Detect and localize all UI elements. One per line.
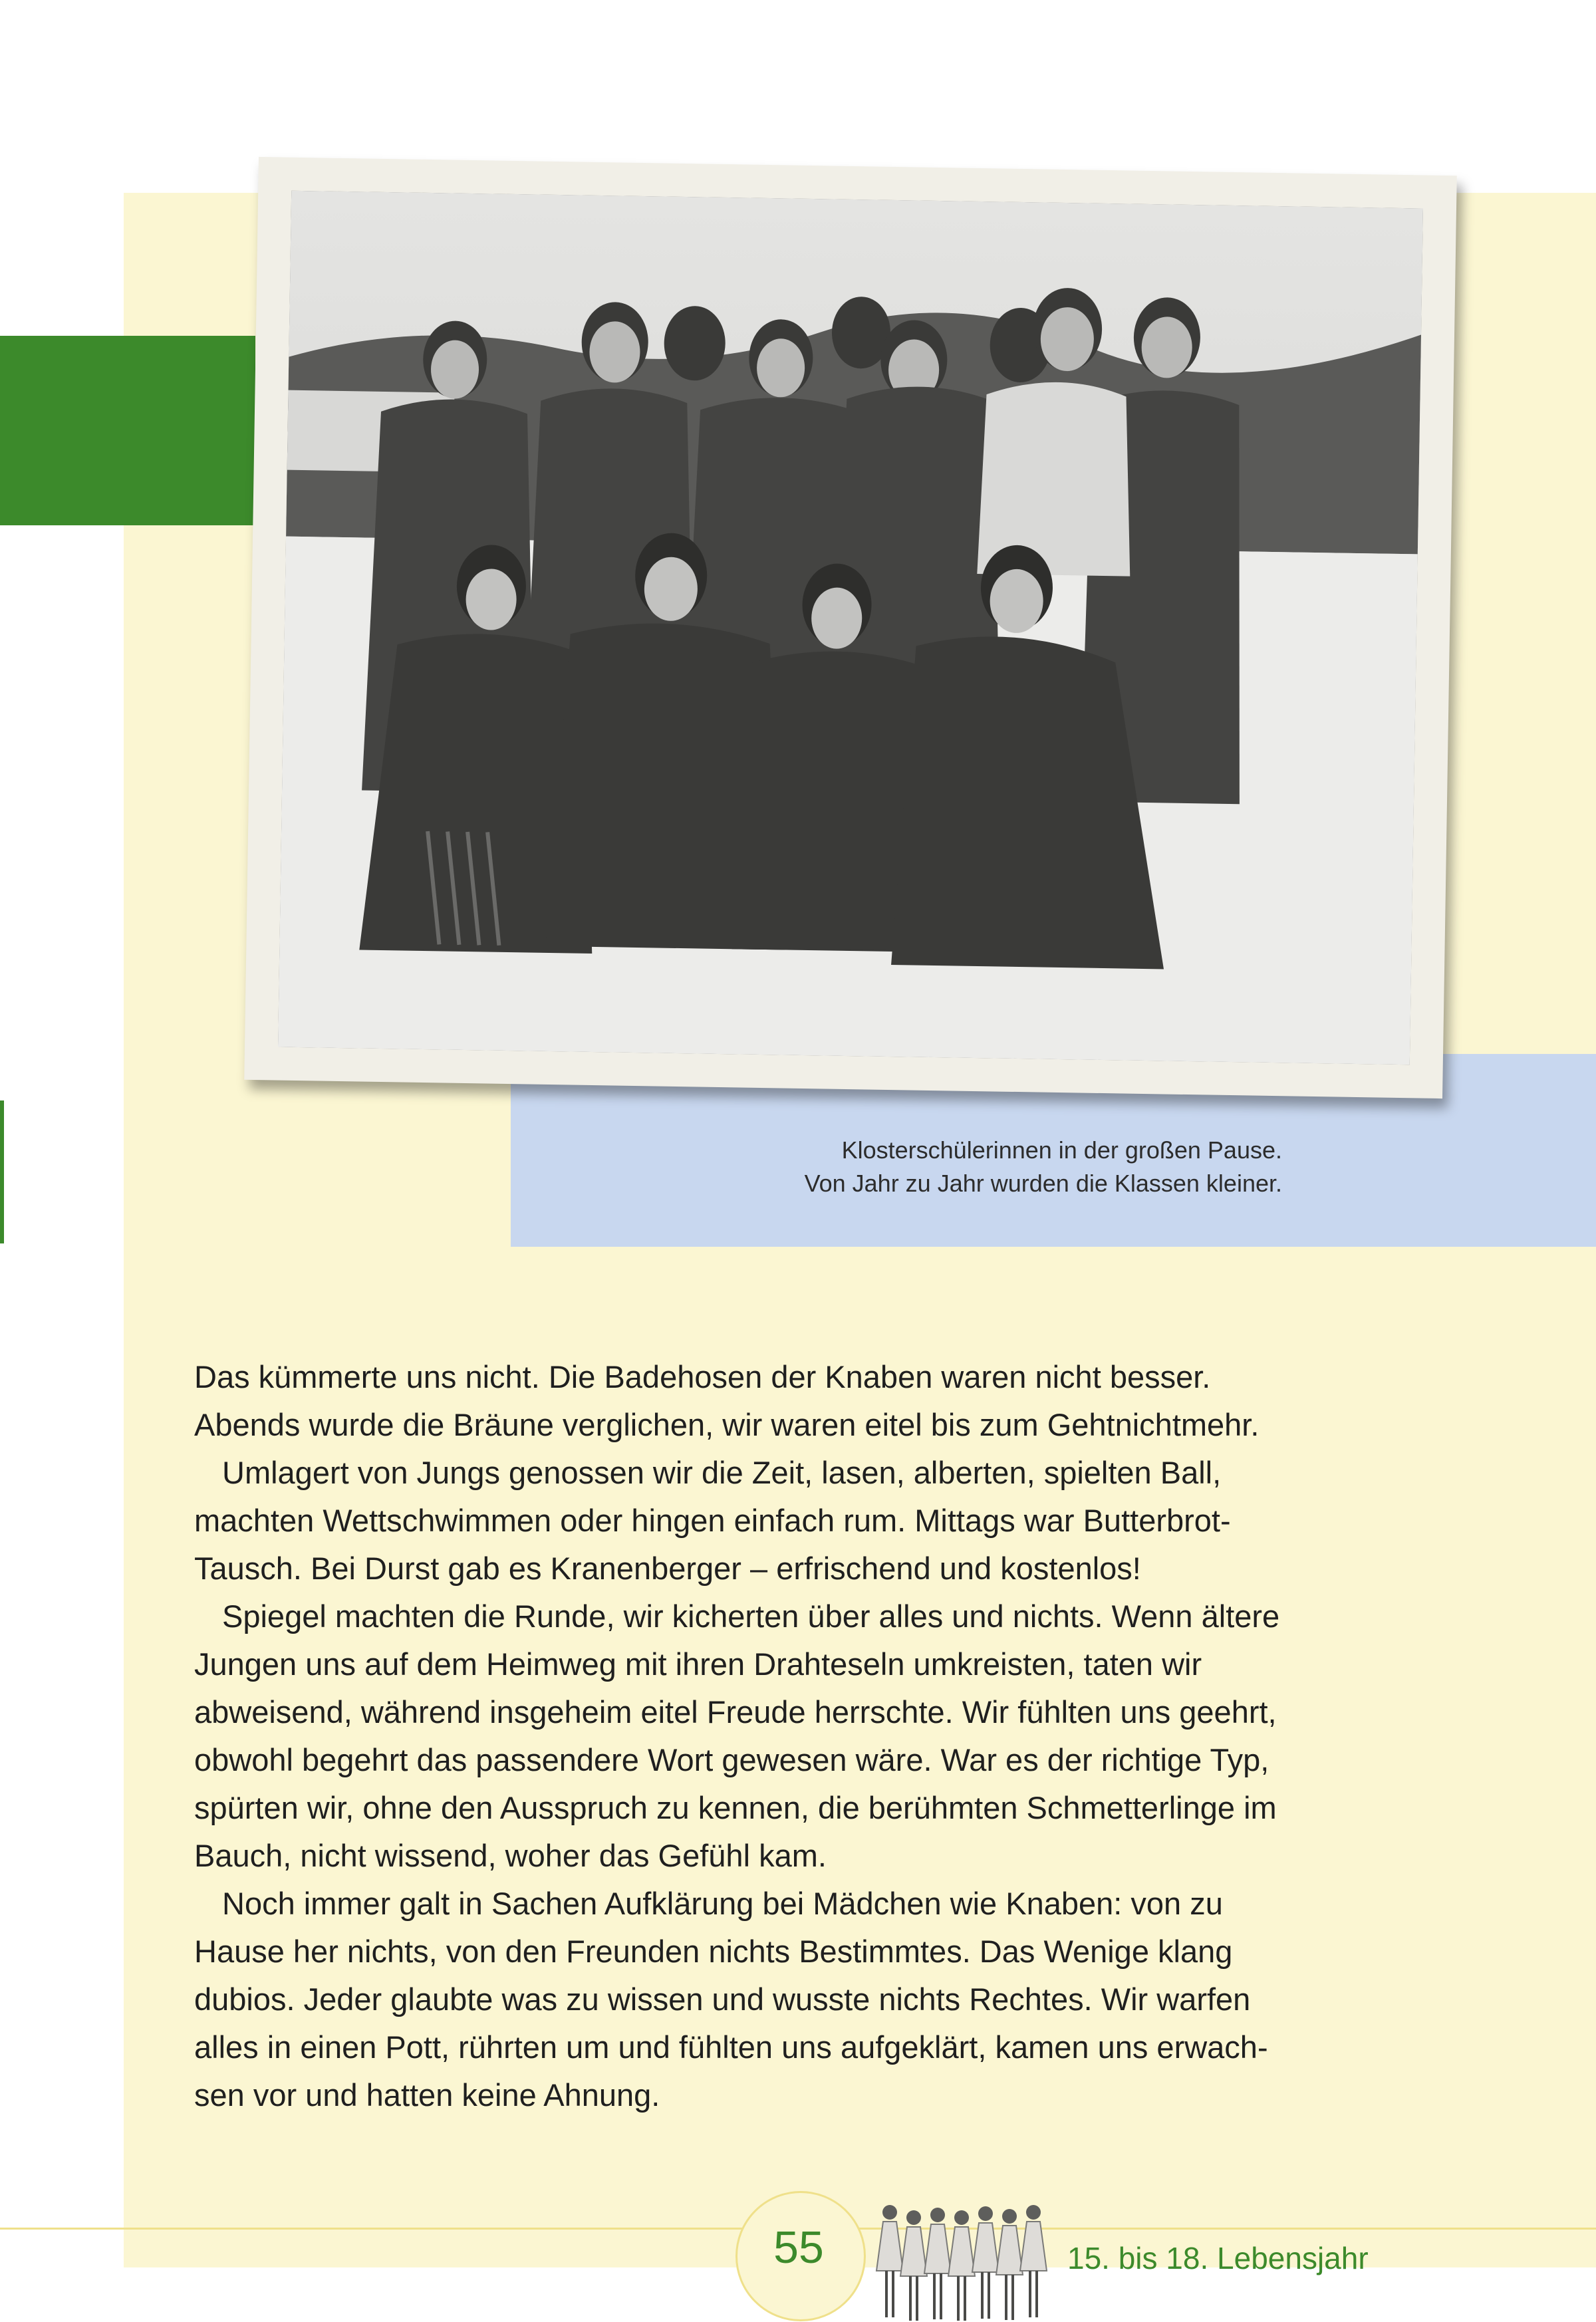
footer-girls-icon — [868, 2198, 1061, 2322]
page-number: 55 — [773, 2222, 824, 2273]
body-line: spürten wir, ohne den Ausspruch zu kennen, die berühmten Schmetterlinge im — [194, 1790, 1277, 1825]
photo-frame — [244, 157, 1457, 1098]
body-line: Tausch. Bei Durst gab es Kranenberger – erfrischend und kostenlos! — [194, 1551, 1141, 1586]
green-accent-line — [0, 1100, 4, 1243]
body-line: alles in einen Pott, rührten um und fühlten uns aufgeklärt, kamen uns erwach- — [194, 2029, 1268, 2065]
body-line: Das kümmerte uns nicht. Die Badehosen der Knaben waren nicht besser. — [194, 1359, 1211, 1394]
body-line: dubios. Jeder glaubte was zu wissen und wusste nichts Rechtes. Wir warfen — [194, 1982, 1251, 2017]
body-line: Jungen uns auf dem Heimweg mit ihren Drahteseln umkreisten, taten wir — [194, 1646, 1202, 1682]
section-label: 15. bis 18. Lebensjahr — [1067, 2241, 1369, 2275]
body-line: sen vor und hatten keine Ahnung. — [194, 2077, 660, 2113]
body-line: Hause her nichts, von den Freunden nichts Bestimmtes. Das Wenige klang — [194, 1934, 1233, 1969]
body-line: obwohl begehrt das passendere Wort gewesen wäre. War es der richtige Typ, — [194, 1742, 1269, 1777]
caption-line-1: Klosterschülerinnen in der großen Pause. — [841, 1136, 1282, 1164]
body-line: abweisend, während insgeheim eitel Freude herrschte. Wir fühlten uns geehrt, — [194, 1694, 1277, 1730]
photo-caption — [511, 1134, 1282, 1200]
body-line: Noch immer galt in Sachen Aufklärung bei Mädchen wie Knaben: von zu — [222, 1886, 1223, 1921]
group-photo — [278, 191, 1423, 1065]
body-line: Spiegel machten die Runde, wir kicherten über alles und nichts. Wenn ältere — [222, 1599, 1280, 1634]
body-line: Umlagert von Jungs genossen wir die Zeit, lasen, alberten, spielten Ball, — [222, 1455, 1222, 1490]
body-line: machten Wettschwimmen oder hingen einfach rum. Mittags war Butterbrot- — [194, 1503, 1231, 1538]
body-text — [194, 1353, 1404, 2119]
body-line: Abends wurde die Bräune verglichen, wir waren eitel bis zum Gehtnichtmehr. — [194, 1407, 1260, 1442]
body-line: Bauch, nicht wissend, woher das Gefühl kam. — [194, 1838, 827, 1873]
green-accent-block — [0, 336, 255, 525]
caption-line-2: Von Jahr zu Jahr wurden die Klassen kleiner. — [804, 1170, 1282, 1197]
